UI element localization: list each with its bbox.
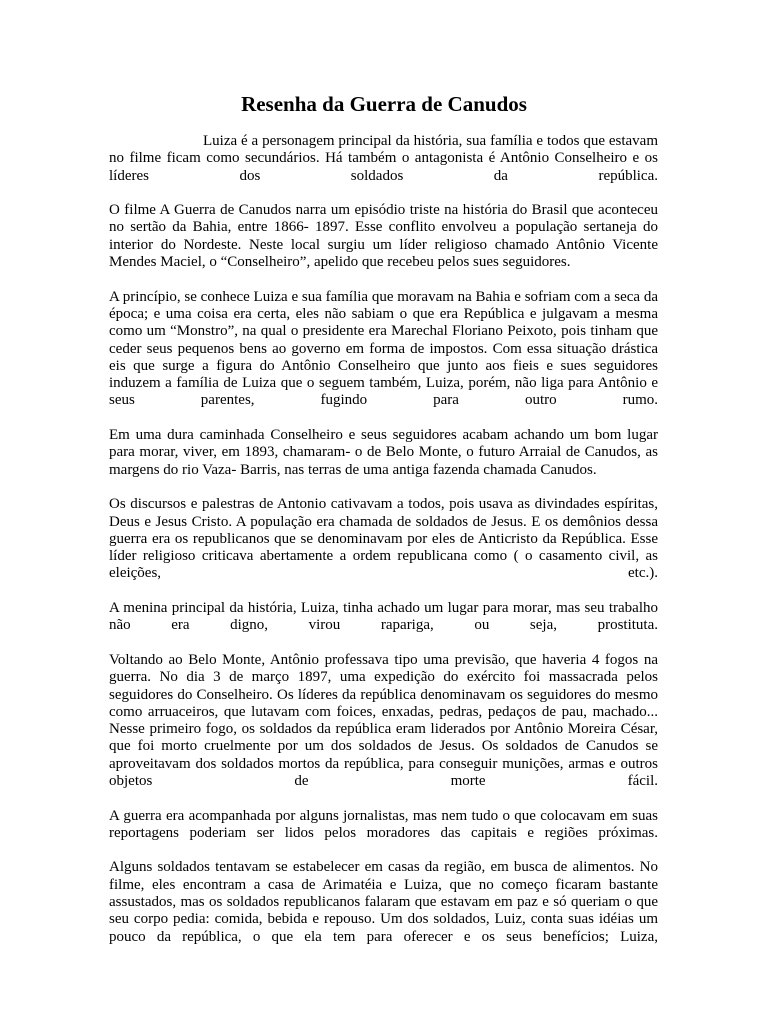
paragraph-luiza-family: A princípio, se conhece Luiza e sua família que moravam na Bahia e sofriam com a seca da época; e uma coisa era certa, eles não sabiam o que era República e julgavam a mesma como um “Monstro”, na qual o presidente era Marechal Floriano Peixoto, pois tinham que ceder seus pequenos bens ao governo em forma de impostos. Com essa situação drástica eis que surge a figura do Antônio Conselheiro que junto aos fieis e sues seguidores induzem a família de Luiza que o seguem também, Luiza, porém, não liga para Antônio e seus parentes, fugindo para outro rumo. (109, 288, 658, 409)
paragraph-luiza-work: A menina principal da história, Luiza, tinha achado um lugar para morar, mas seu trabalho não era digno, virou rapariga, ou seja, prostituta. (109, 600, 658, 634)
paragraph-belo-monte: Em uma dura caminhada Conselheiro e seus seguidores acabam achando um bom lugar para morar, viver, em 1893, chamaram- o de Belo Monte, o futuro Arraial de Canudos, as margens do rio Vaza- Barris, nas terras de uma antiga fazenda chamada Canudos. (109, 427, 658, 478)
paragraph-journalists: A guerra era acompanhada por alguns jornalistas, mas nem tudo o que colocavam em suas reportagens poderiam ser lidos pelos moradores das capitais e regiões próximas. (109, 807, 658, 841)
paragraph-intro: Luiza é a personagem principal da história, sua família e todos que estavam no filme ficam como secundários. Há também o antagonista é Antônio Conselheiro e os líderes dos soldados da república. (109, 133, 658, 184)
document-body (109, 133, 658, 963)
document-title: Resenha da Guerra de Canudos (241, 92, 527, 116)
paragraph-soldiers-house: Alguns soldados tentavam se estabelecer em casas da região, em busca de alimentos. No filme, eles encontram a casa de Arimatéia e Luiza, que no começo ficaram bastante assustados, mas os soldados republicanos falaram que estavam em paz e só queriam o que seu corpo pedia: comida, bebida e repouso. Um dos soldados, Luiz, conta suas idéias um pouco da república, o que ela tem para oferecer e os seus benefícios; Luiza, (109, 859, 658, 945)
paragraph-speeches: Os discursos e palestras de Antonio cativavam a todos, pois usava as divindades espíritas, Deus e Jesus Cristo. A população era chamada de soldados de Jesus. E os demônios dessa guerra era os republicanos que se denominavam por eles de Anticristo da República. Esse líder religioso criticava abertamente a ordem republicana como ( o casamento civil, as eleições, etc.). (109, 496, 658, 582)
paragraph-first-fire: Voltando ao Belo Monte, Antônio professava tipo uma previsão, que haveria 4 fogos na guerra. No dia 3 de março 1897, uma expedição do exército foi massacrada pelos seguidores do Conselheiro. Os líderes da república denominavam os seguidores do mesmo como arruaceiros, que lutavam com foices, enxadas, pedras, pedaços de pau, machado... Nesse primeiro fogo, os soldados da república eram liderados por Antônio Moreira César, que foi morto cruelmente por um dos soldados de Jesus. Os soldados de Canudos se aproveitavam dos soldados mortos da república, para conseguir munições, armas e outros objetos de morte fácil. (109, 651, 658, 789)
paragraph-film-summary: O filme A Guerra de Canudos narra um episódio triste na história do Brasil que aconteceu no sertão da Bahia, entre 1866- 1897. Esse conflito envolveu a população sertaneja do interior do Nordeste. Neste local surgiu um líder religioso chamado Antônio Vicente Mendes Maciel, o “Conselheiro”, apelido que recebeu pelos sues seguidores. (109, 202, 658, 271)
